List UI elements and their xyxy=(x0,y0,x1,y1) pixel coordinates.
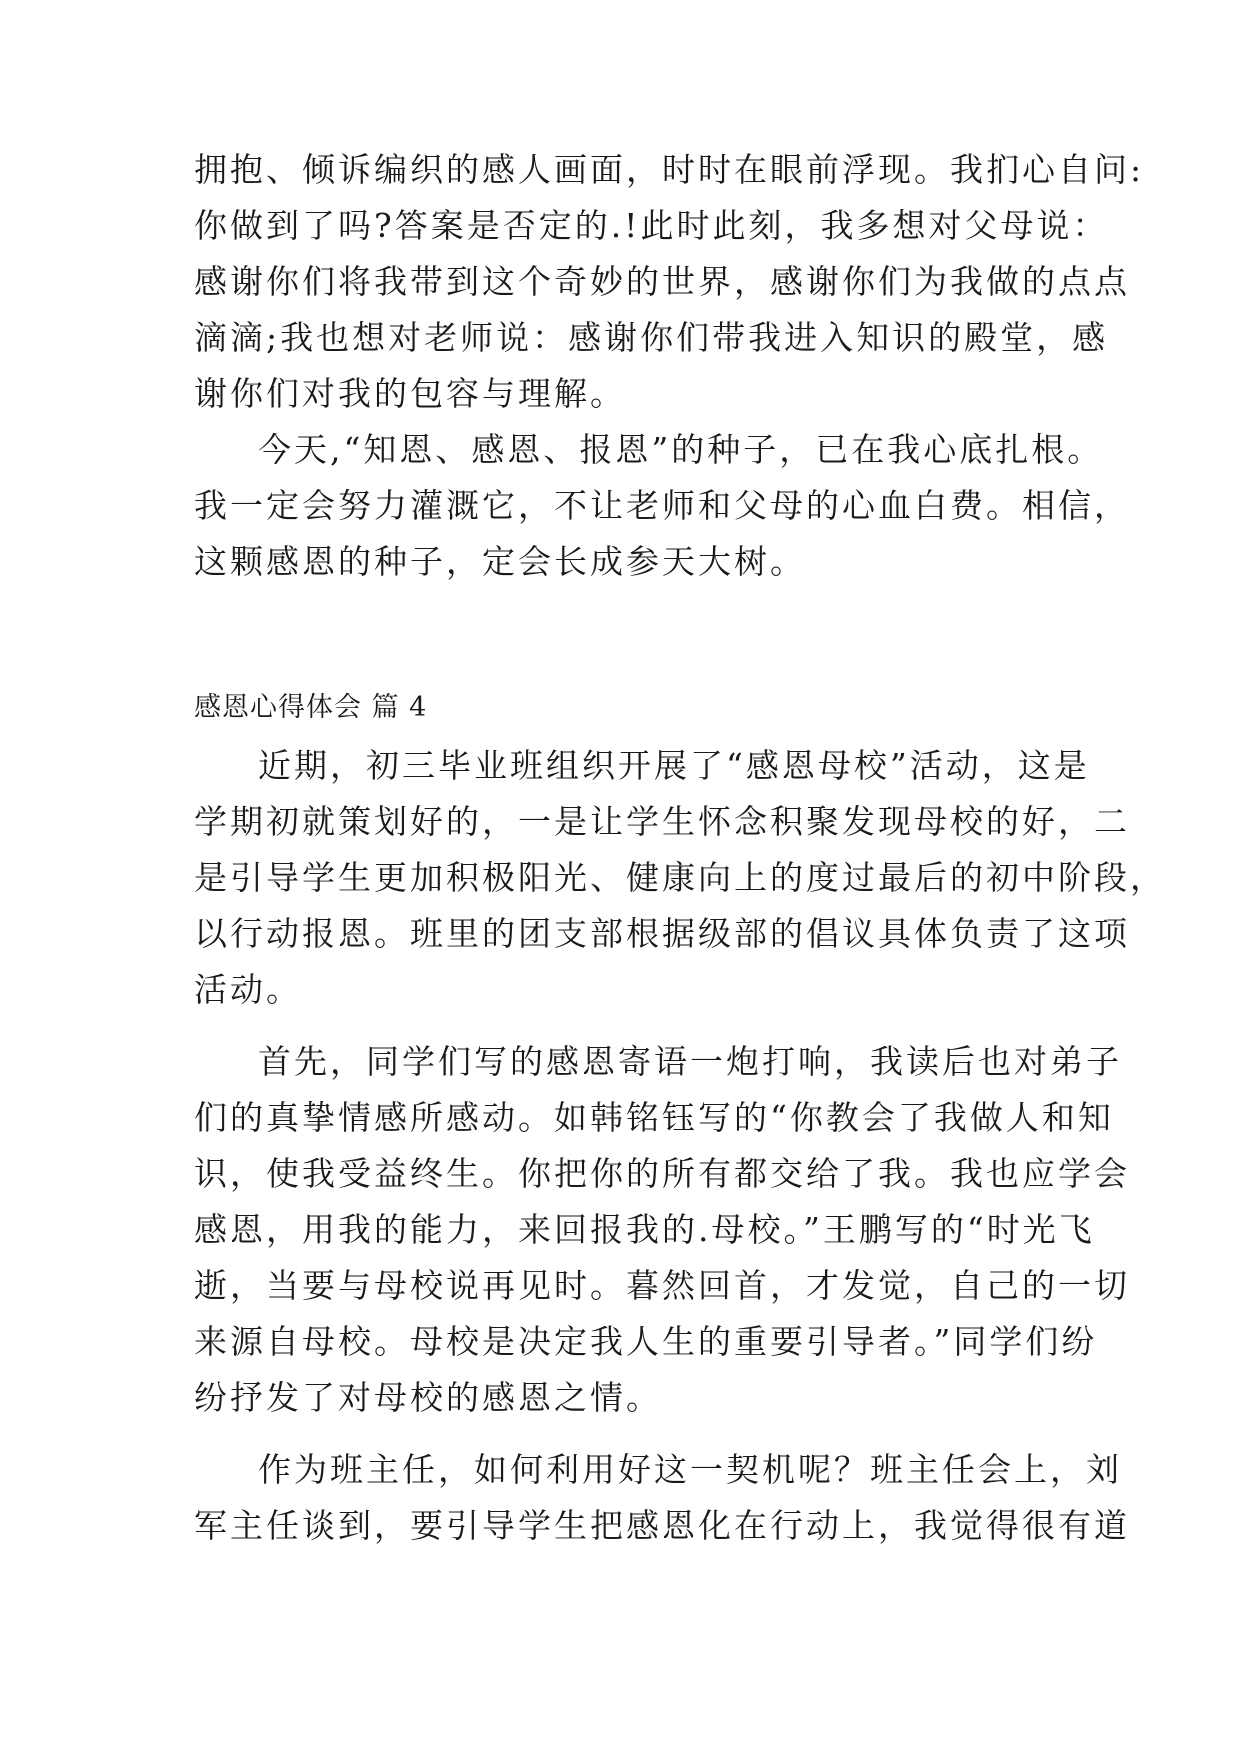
paragraph-line: 近期，初三毕业班组织开展了“感恩母校”活动，这是 xyxy=(258,746,1090,785)
paragraph-line: 军主任谈到，要引导学生把感恩化在行动上，我觉得很有道 xyxy=(194,1506,1130,1545)
paragraph-line: 活动。 xyxy=(194,970,302,1009)
paragraph-line: 我一定会努力灌溉它，不让老师和父母的心血白费。相信， xyxy=(194,486,1130,525)
paragraph-line: 以行动报恩。班里的团支部根据级部的倡议具体负责了这项 xyxy=(194,914,1130,953)
paragraph-line: 是引导学生更加积极阳光、健康向上的度过最后的初中阶段， xyxy=(194,858,1166,897)
paragraph-line: 逝，当要与母校说再见时。暮然回首，才发觉，自己的一切 xyxy=(194,1266,1130,1305)
paragraph-line: 今天,“知恩、感恩、报恩”的种子，已在我心底扎根。 xyxy=(258,430,1104,469)
paragraph-line: 识，使我受益终生。你把你的所有都交给了我。我也应学会 xyxy=(194,1154,1130,1193)
paragraph-line: 纷抒发了对母校的感恩之情。 xyxy=(194,1378,662,1417)
paragraph-line: 们的真挚情感所感动。如韩铭钰写的“你教会了我做人和知 xyxy=(194,1098,1114,1137)
paragraph-line: 谢你们对我的包容与理解。 xyxy=(194,374,626,413)
paragraph-line: 感谢你们将我带到这个奇妙的世界，感谢你们为我做的点点 xyxy=(194,262,1130,301)
paragraph-line: 这颗感恩的种子，定会长成参天大树。 xyxy=(194,542,806,581)
paragraph-line: 来源自母校。母校是决定我人生的重要引导者。”同学们纷 xyxy=(194,1322,1098,1361)
paragraph-line: 滴滴;我也想对老师说：感谢你们带我进入知识的殿堂，感 xyxy=(194,318,1109,357)
paragraph-line: 你做到了吗?答案是否定的.!此时此刻，我多想对父母说： xyxy=(194,206,1109,245)
paragraph-line: 感恩，用我的能力，来回报我的.母校。”王鹏写的“时光飞 xyxy=(194,1210,1095,1249)
paragraph-line: 学期初就策划好的，一是让学生怀念积聚发现母校的好，二 xyxy=(194,802,1130,841)
section-heading: 感恩心得体会 篇 4 xyxy=(194,692,428,723)
paragraph-line: 首先，同学们写的感恩寄语一炮打响，我读后也对弟子 xyxy=(258,1042,1122,1081)
paragraph-line: 拥抱、倾诉编织的感人画面，时时在眼前浮现。我扪心自问: xyxy=(194,150,1145,189)
paragraph-line: 作为班主任，如何利用好这一契机呢？班主任会上，刘 xyxy=(258,1450,1122,1489)
